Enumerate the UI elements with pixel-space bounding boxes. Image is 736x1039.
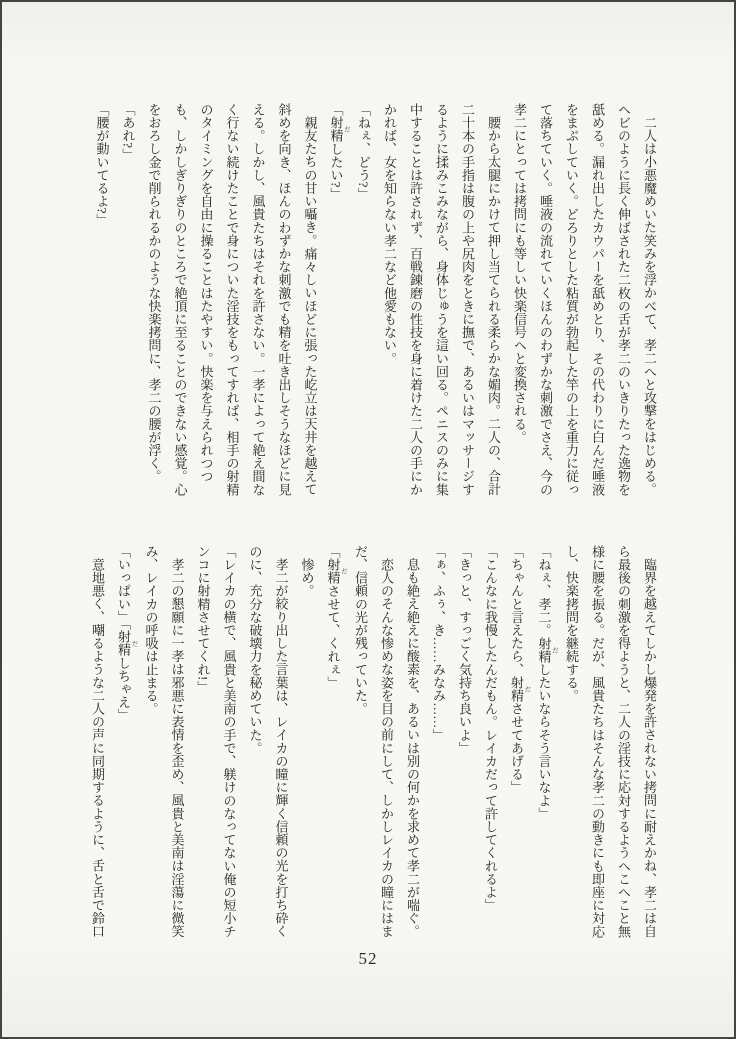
text-line bbox=[399, 545, 425, 937]
text-line bbox=[610, 103, 636, 495]
text-run: も、しかしぎりぎりのところで絶頂に至ることのできない感覚。心 bbox=[172, 103, 188, 496]
text-line bbox=[193, 103, 219, 495]
text-run: 斜めを向き、ほんのわずかな刺激でも精を吐き出しそうなほどに見 bbox=[276, 103, 292, 496]
text-run: み、レイカの呼吸は止まる。 bbox=[143, 545, 159, 716]
text-run: ヘビのように長く伸ばされた二枚の舌が孝二のいきりたった逸物を bbox=[616, 103, 631, 496]
furigana: だ bbox=[523, 676, 531, 703]
text-line bbox=[115, 103, 141, 495]
text-run: させて、くれぇ」 bbox=[325, 584, 341, 690]
text-line bbox=[451, 545, 477, 937]
text-run: 「あれ?」 bbox=[120, 103, 136, 162]
text-line bbox=[477, 545, 503, 937]
page-number: 52 bbox=[358, 949, 378, 968]
furigana: だ bbox=[340, 558, 347, 585]
text-line bbox=[190, 545, 216, 937]
text-run: く行ない続けたことで身についた淫技をもってすれば、相手の射精 bbox=[224, 103, 240, 496]
text-line bbox=[271, 103, 297, 495]
text-run: ンコに射精させてくれ!」 bbox=[195, 545, 211, 694]
text-line bbox=[219, 103, 245, 495]
text-run: 意地悪く、嘲るような二人の声に同期するように、舌と舌で鈴口 bbox=[90, 558, 105, 938]
text-run: し、快楽拷問を継続する。 bbox=[564, 545, 579, 703]
text-run: のタイミングを自由に操ることはたやすい。快楽を与えられつつ bbox=[198, 103, 214, 483]
text-line bbox=[141, 103, 167, 495]
text-block-top bbox=[89, 103, 663, 507]
text-line bbox=[347, 545, 373, 937]
text-line bbox=[242, 545, 268, 937]
text-line bbox=[402, 103, 428, 495]
text-line bbox=[138, 545, 164, 937]
text-line bbox=[558, 545, 584, 937]
furigana: だ bbox=[130, 630, 138, 657]
text-run: 息も絶え絶えに酸素を、あるいは別の何かを求めて孝二が喘ぐ。 bbox=[405, 558, 420, 938]
text-run: 臨界を越えてしかし爆発を許されない拷問に耐えかね、孝二は自 bbox=[642, 558, 657, 938]
text-line bbox=[584, 545, 610, 937]
text-run: 「ちゃんと言えたら、 bbox=[509, 545, 524, 676]
text-line bbox=[531, 545, 559, 937]
text-line bbox=[167, 103, 193, 495]
text-run: しちゃえ」 bbox=[116, 656, 131, 722]
text-run: ら最後の刺激を得ようと、二人の淫技に応対するようへこへこと無 bbox=[616, 545, 631, 938]
ruby-annotated-word: 射精 だ bbox=[325, 558, 347, 585]
ruby-annotated-word: 射精 だ bbox=[328, 116, 350, 143]
text-run: 孝二にとっては拷問にも等しい快楽信号へと変換される。 bbox=[512, 103, 527, 444]
text-run: える。しかし、風貴たちはそれを許さない。一孝によって絶え間な bbox=[250, 103, 266, 496]
text-run: 「レイカの横で、風貴と美南の手で、躾けのなってない俺の短小チ bbox=[221, 545, 237, 938]
text-run: 「いっぱい」「 bbox=[116, 545, 131, 631]
text-run: 「 bbox=[325, 545, 341, 559]
text-line bbox=[297, 103, 323, 495]
ruby-annotated-word: 射精 だ bbox=[536, 636, 558, 663]
text-run: 「腰が動いてるよ?」 bbox=[94, 103, 110, 227]
text-line bbox=[425, 545, 451, 937]
text-line bbox=[636, 545, 662, 937]
text-run: したいならそう言いなよ」 bbox=[536, 662, 552, 821]
text-run: 惨め。 bbox=[299, 558, 315, 598]
text-line bbox=[584, 103, 610, 495]
text-run: 孝二の懇願に一孝は邪悪に表情を歪め、風貴と美南は淫蕩に微笑 bbox=[169, 558, 185, 938]
text-run: だ、信頼の光が残っていた。 bbox=[353, 545, 368, 716]
text-run: 二十本の手指は腹の上や尻肉をときに撫で、あるいはマッサージす bbox=[460, 103, 475, 496]
furigana: だ bbox=[551, 636, 558, 663]
text-line bbox=[84, 545, 110, 937]
text-run: 「 bbox=[328, 103, 344, 117]
text-line bbox=[350, 103, 376, 495]
ruby-annotated-word: 射精 だ bbox=[116, 630, 138, 657]
text-run: 「きっと、すっごく気持ち良いよ」 bbox=[457, 545, 472, 755]
text-run: させてあげる」 bbox=[509, 702, 524, 794]
furigana: だ bbox=[343, 116, 350, 143]
text-run: かれば、女を知らない孝二など他愛もない。 bbox=[382, 103, 397, 365]
text-line bbox=[503, 545, 531, 937]
text-block-bottom bbox=[84, 545, 662, 949]
text-run: をまぶしていく。どろりとした粘質が勃起した竿の上を重力に従っ bbox=[564, 103, 579, 496]
text-line bbox=[636, 103, 662, 495]
text-line bbox=[89, 103, 115, 495]
text-line bbox=[216, 545, 242, 937]
text-run: 舐める。漏れ出したカウパーを舐めとり、その代わりに白んだ唾液 bbox=[590, 103, 605, 496]
text-run: したい?」 bbox=[328, 142, 344, 201]
text-run: 親友たちの甘い囁き。痛々しいほどに張った屹立は天井を越えて bbox=[302, 116, 318, 496]
text-run: るように揉みこみながら、身体じゅうを這い回る。ペニスのみに集 bbox=[434, 103, 449, 496]
text-line bbox=[245, 103, 271, 495]
text-line bbox=[268, 545, 294, 937]
text-line bbox=[294, 545, 320, 937]
text-line bbox=[376, 103, 402, 495]
text-run: 「ねぇ、どう?」 bbox=[356, 103, 371, 201]
text-line bbox=[428, 103, 454, 495]
text-line bbox=[480, 103, 506, 495]
text-line bbox=[532, 103, 558, 495]
text-line bbox=[110, 545, 138, 937]
text-line bbox=[558, 103, 584, 495]
text-line bbox=[320, 545, 348, 937]
text-line bbox=[323, 103, 351, 495]
text-line bbox=[454, 103, 480, 495]
text-run: て落ちていく。唾液の流れていくほんのわずかな刺激でさえ、今の bbox=[538, 103, 553, 496]
text-run: のに、充分な破壊力を秘めていた。 bbox=[247, 545, 263, 755]
text-run: 中することは許されず、百戦錬磨の性技を身に着けた二人の手にか bbox=[408, 103, 423, 496]
text-run: 「ぁ、ふぅ、き……みなみ……」 bbox=[431, 545, 446, 742]
ruby-annotated-word: 射精 だ bbox=[509, 676, 531, 703]
text-line bbox=[373, 545, 399, 937]
text-run: 腰から太腿にかけて押し当てられる柔らかな媚肉。二人の、合計 bbox=[486, 116, 501, 496]
text-run: 孝二が絞り出した言葉は、レイカの瞳に輝く信頼の光を打ち砕く bbox=[273, 558, 289, 938]
text-run: 恋人のそんな惨めな姿を目の前にして、しかしレイカの瞳にはま bbox=[379, 558, 394, 938]
text-line bbox=[506, 103, 532, 495]
text-run: をおろし金で削られるかのような快楽拷問に、孝二の腰が浮く。 bbox=[146, 103, 162, 483]
text-run: 様に腰を振る。だが、風貴たちはそんな孝二の動きにも即座に対応 bbox=[590, 545, 605, 938]
text-run: 二人は小悪魔めいた笑みを浮かべて、孝二へと攻撃をはじめる。 bbox=[642, 116, 657, 496]
text-run: 「ねぇ、孝二。 bbox=[536, 545, 552, 637]
text-line bbox=[164, 545, 190, 937]
text-line bbox=[610, 545, 636, 937]
text-run: 「こんなに我慢したんだもん。レイカだって許してくれるよ」 bbox=[483, 545, 498, 912]
